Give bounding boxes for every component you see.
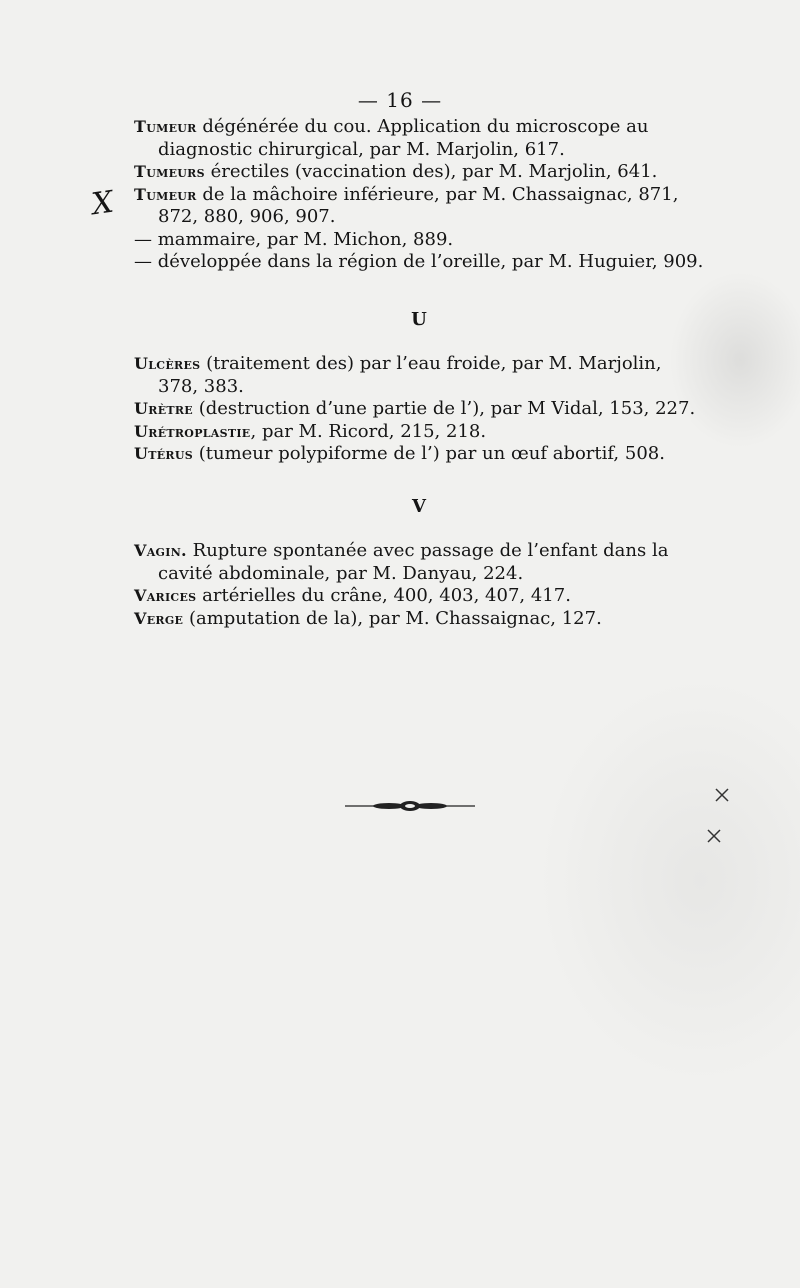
entry-text: Rupture spontanée avec passage de l’enfant dans la cavité abdominale, par M. Danyau, 224.: [158, 540, 669, 584]
section-letter-v: V: [412, 495, 426, 517]
index-entry: [134, 421, 704, 444]
index-entry: [134, 540, 704, 585]
entry-head: Utérus: [134, 444, 194, 463]
entry-head: Varices: [134, 586, 197, 605]
end-ornament-icon: [345, 798, 475, 814]
entry-text: (destruction d’une partie de l’), par M Vidal, 153, 227.: [193, 398, 696, 419]
stray-mark-icon: [712, 785, 732, 805]
page-number: — 16 —: [357, 88, 443, 112]
entry-text: — développée dans la région de l’oreille, par M. Huguier, 909.: [134, 251, 704, 272]
entry-text: — mammaire, par M. Michon, 889.: [134, 228, 454, 250]
index-entry: [134, 398, 704, 421]
entry-head: Tumeurs: [134, 162, 205, 181]
index-entry: [134, 353, 704, 398]
index-entry: [134, 116, 704, 161]
entry-text: (tumeur polypiforme de l’) par un œuf abortif, 508.: [193, 443, 665, 464]
entry-head: Tumeur: [134, 117, 197, 136]
entry-text: de la mâchoire inférieure, par M. Chassaignac, 871, 872, 880, 906, 907.: [158, 183, 679, 227]
index-entry: [134, 229, 704, 252]
index-entry: [134, 161, 704, 184]
index-entry: [134, 443, 704, 466]
entry-text: érectiles (vaccination des), par M. Marjolin, 641.: [204, 161, 658, 182]
stray-mark-icon: [704, 826, 724, 846]
entry-text: (traitement des) par l’eau froide, par M. Marjolin, 378, 383.: [158, 353, 662, 397]
entry-head: Ulcères: [134, 354, 201, 373]
entry-text: artérielles du crâne, 400, 403, 407, 417.: [196, 585, 571, 606]
handwritten-margin-mark: X: [89, 184, 116, 223]
entry-text: , par M. Ricord, 215, 218.: [250, 420, 487, 442]
entry-head: Urètre: [134, 399, 193, 418]
entry-head: Tumeur: [134, 184, 197, 204]
entry-head: Verge: [134, 608, 184, 628]
entry-text: dégénérée du cou. Application du microscope au diagnostic chirurgical, par M. Marjolin, 617.: [158, 116, 649, 160]
entry-head: Vagin.: [134, 541, 187, 560]
index-entry: [134, 608, 704, 631]
index-entry: [134, 585, 704, 608]
index-entries: [134, 116, 704, 630]
entry-head: Urétroplastie: [134, 421, 251, 441]
entry-text: (amputation de la), par M. Chassaignac, 127.: [183, 607, 602, 629]
index-entry: [134, 184, 704, 229]
section-letter-u: U: [411, 308, 427, 330]
index-entry: [134, 251, 704, 274]
